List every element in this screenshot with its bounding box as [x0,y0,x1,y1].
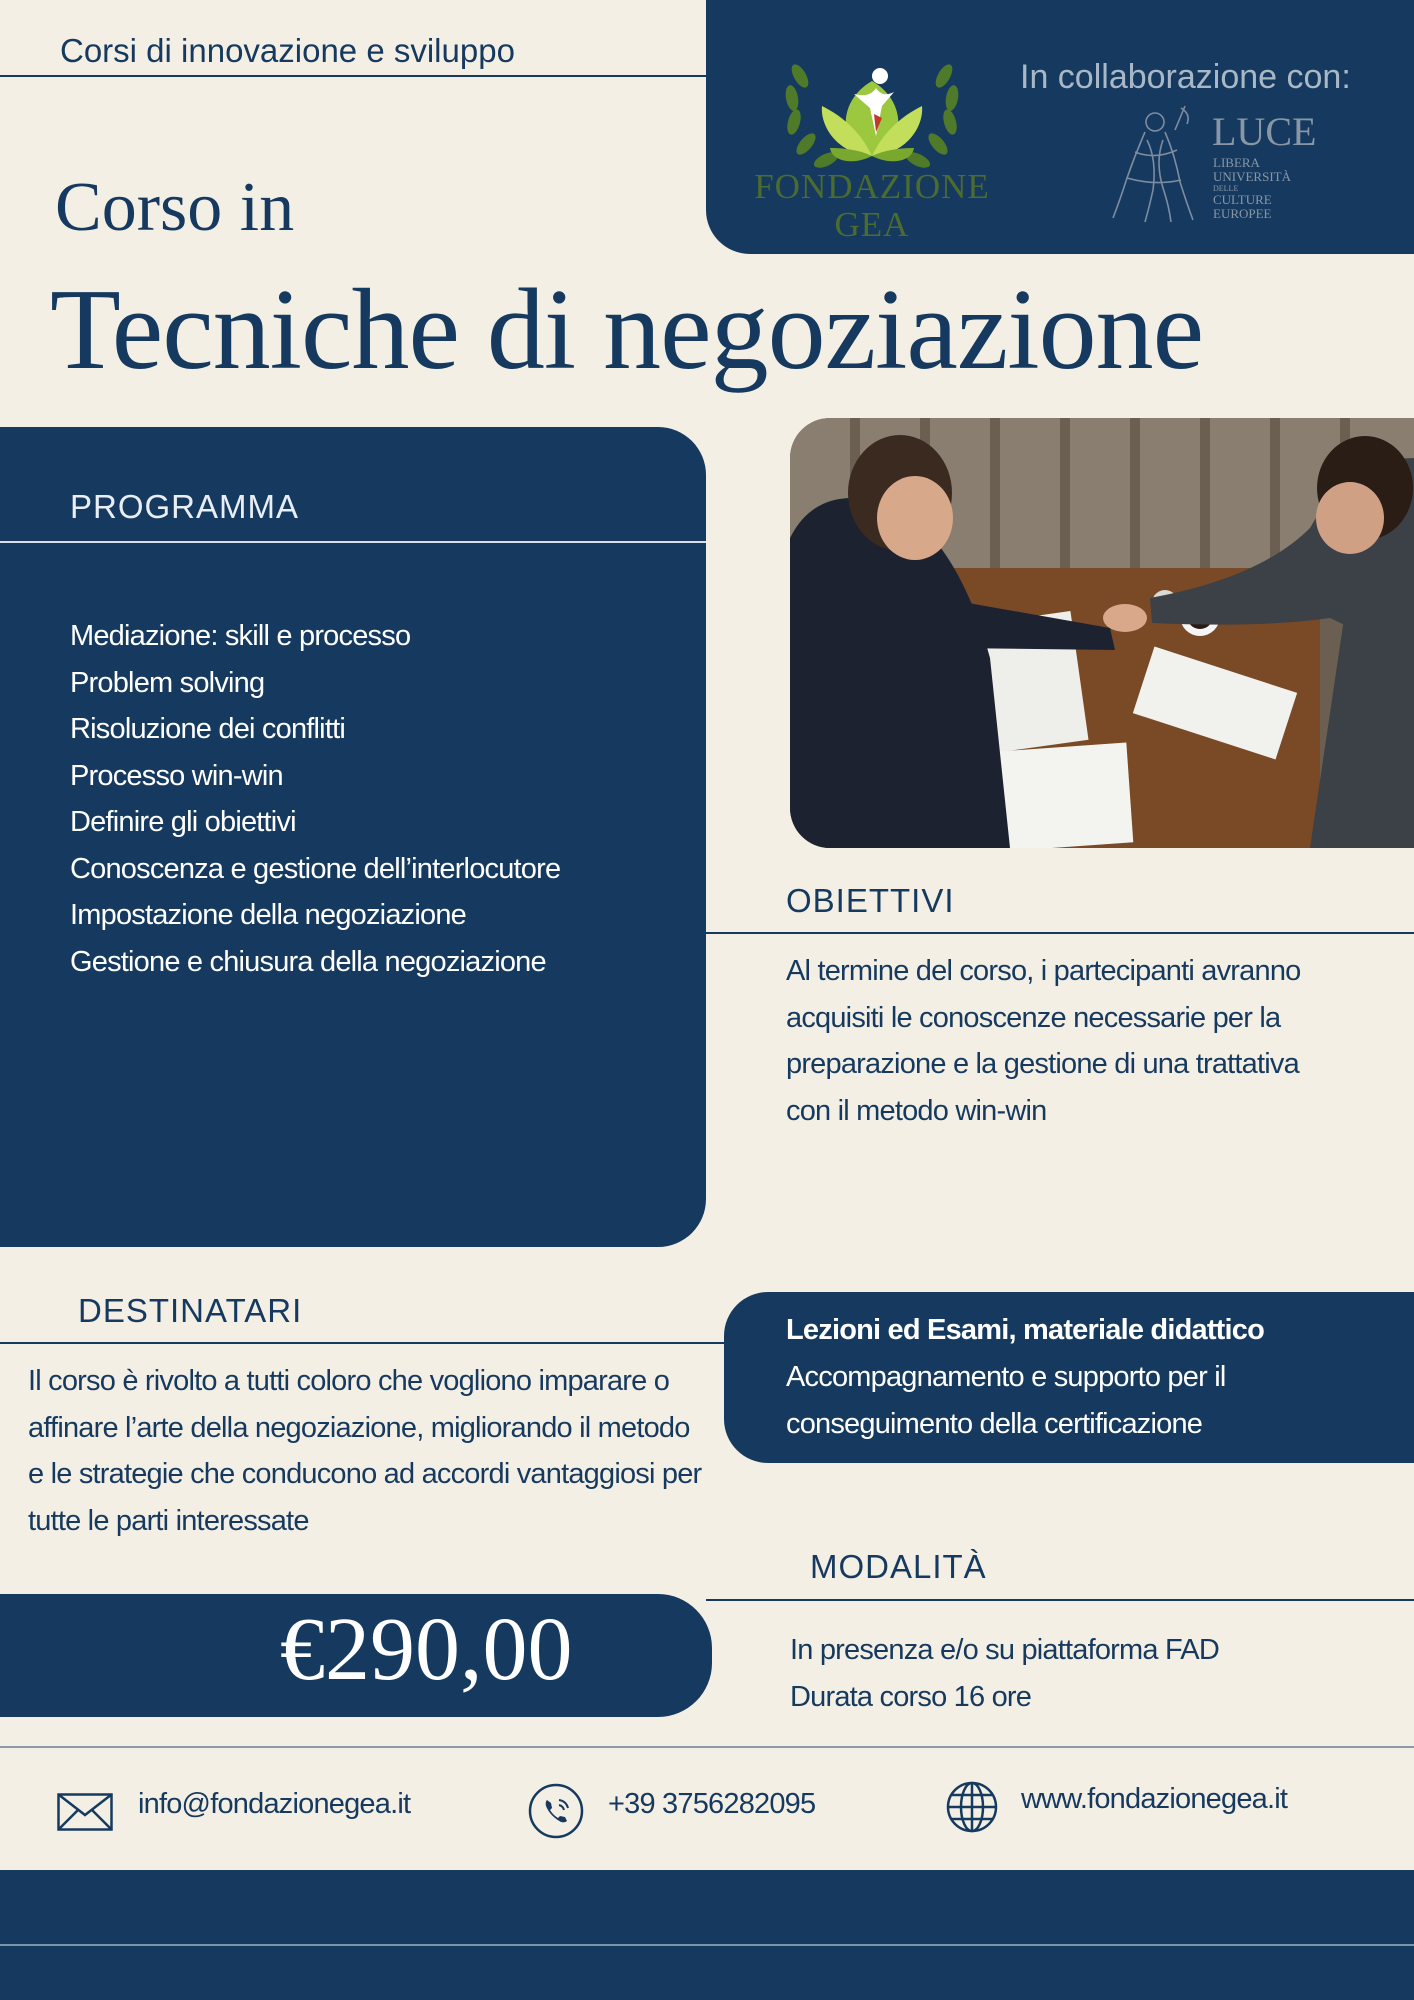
programma-rule [0,541,706,543]
globe-icon [945,1780,999,1834]
programma-heading: PROGRAMMA [70,488,300,525]
modalita-text [790,1627,1390,1720]
luce-logo-name: LUCE [1212,109,1317,154]
collaboration-label: In collaborazione con: [1020,58,1351,96]
list-item: Gestione e chiusura della negoziazione [70,945,546,978]
footer-line [0,1944,1414,1946]
course-price: €290,00 [280,1600,573,1699]
contacts-rule [0,1746,1414,1748]
handshake-photo [790,418,1414,848]
website-link[interactable]: www.fondazionegea.it [1021,1783,1288,1815]
obiettivi-rule [706,932,1414,934]
programma-list [70,613,560,985]
phone-icon [527,1782,585,1840]
course-title: Tecniche di negoziazione [50,266,1204,394]
header-rule [0,75,706,77]
list-item: Mediazione: skill e processo [70,620,411,652]
modalita-line-2: Durata corso 16 ore [790,1680,1032,1713]
modalita-rule [706,1599,1414,1601]
email-link[interactable]: info@fondazionegea.it [138,1788,411,1820]
fondazione-gea-logo-text: FONDAZIONE GEA [754,167,990,244]
luce-logo-subtitle: LIBERA UNIVERSITÀ DELLE CULTURE EUROPEE [1213,155,1291,221]
modalita-heading: MODALITÀ [810,1548,987,1585]
list-item: Conoscenza e gestione dell’interlocutore [70,852,561,885]
luce-logo-figure [1105,100,1200,225]
phone-link[interactable]: +39 3756282095 [608,1788,816,1820]
list-item: Definire gli obiettivi [70,806,296,838]
lezioni-title: Lezioni ed Esami, materiale didattico [786,1314,1265,1346]
list-item: Problem solving [70,666,265,699]
obiettivi-heading: OBIETTIVI [786,882,955,919]
list-item: Impostazione della negoziazione [70,899,466,931]
modalita-line-1: In presenza e/o su piattaforma FAD [790,1634,1219,1666]
list-item: Processo win-win [70,759,283,792]
obiettivi-text: Al termine del corso, i partecipanti avranno acquisiti le conoscenze necessarie per la preparazione e la gestione di una trattativa con il metodo win-win [786,955,1301,1127]
handshake-photo-illustration [790,418,1414,848]
lezioni-text: Accompagnamento e supporto per il conseguimento della certificazione [786,1361,1226,1440]
course-title-prefix: Corso in [55,169,295,246]
header-tagline: Corsi di innovazione e sviluppo [60,32,515,69]
destinatari-text: Il corso è rivolto a tutti coloro che vogliono imparare o affinare l’arte della negoziazione, migliorando il metodo e le strategie che conducono ad accordi vantaggiosi per tutte le parti interessate [28,1365,702,1537]
footer-band [0,1870,1414,2000]
email-icon [57,1793,113,1831]
list-item: Risoluzione dei conflitti [70,713,345,745]
destinatari-rule [0,1342,725,1344]
destinatari-heading: DESTINATARI [78,1292,303,1329]
